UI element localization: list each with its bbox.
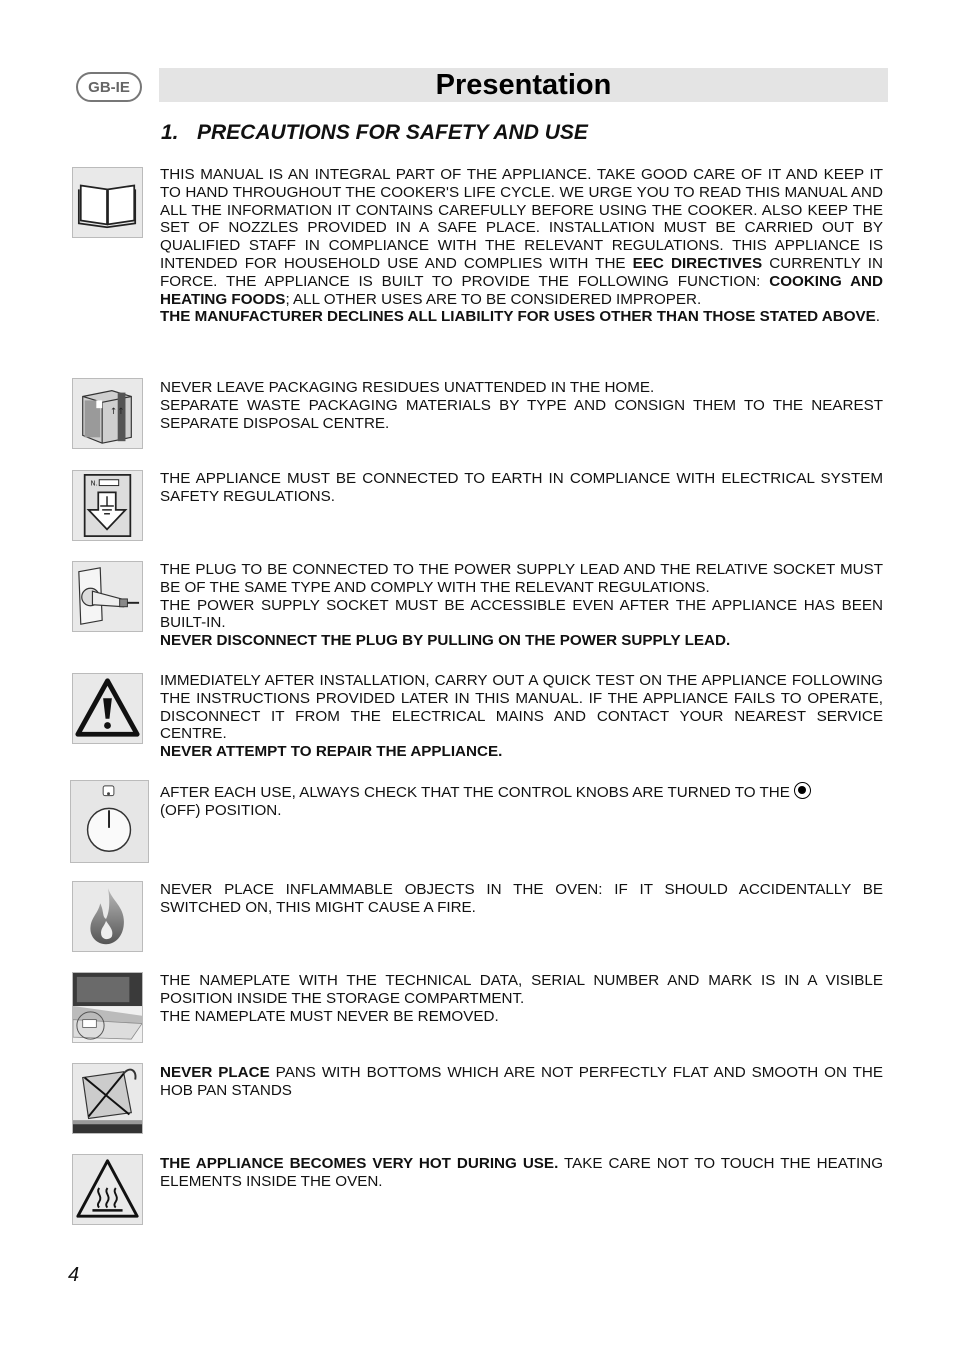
- storage-compartment-icon: [72, 972, 143, 1043]
- page-title: Presentation: [435, 68, 612, 101]
- language-badge-label: GB-IE: [88, 78, 130, 96]
- svg-text:↑↑: ↑↑: [109, 406, 125, 417]
- page-title-bar: [159, 68, 888, 102]
- hot-surface-icon: [72, 1154, 143, 1225]
- open-book-icon: [72, 167, 143, 238]
- pans-text: NEVER PLACE PANS WITH BOTTOMS WHICH ARE NOT PERFECTLY FLAT AND SMOOTH ON THE HOB PAN STANDS: [160, 1064, 884, 1099]
- section-title: PRECAUTIONS FOR SAFETY AND USE: [197, 121, 588, 144]
- packaging-text: NEVER LEAVE PACKAGING RESIDUES UNATTENDED IN THE HOME. SEPARATE WASTE PACKAGING MATERIALS BY TYPE AND CONSIGN THEM TO THE NEAREST SEPARATE DISPOSAL CENTRE.: [160, 379, 883, 432]
- hot-text: THE APPLIANCE BECOMES VERY HOT DURING USE. TAKE CARE NOT TO TOUCH THE HEATING ELEMENTS INSIDE THE OVEN.: [160, 1155, 884, 1190]
- language-badge: [76, 72, 142, 102]
- manual-text: THIS MANUAL IS AN INTEGRAL PART OF THE APPLIANCE. TAKE GOOD CARE OF IT AND KEEP IT TO HAND THROUGHOUT THE COOKER'S LIFE CYCLE. WE URGE YOU TO READ THIS MANUAL AND ALL THE INFORMATION IT CONTAINS CAREFULLY BEFORE USING THE COOKER. ALSO KEEP THE SET OF NOZZLES PROVIDED IN A SAFE PLACE. INSTALLATION MUST BE CARRIED OUT BY QUALIFIED STAFF IN COMPLIANCE WITH THE RELEVANT REGULATIONS. THIS APPLIANCE IS INTENDED FOR HOUSEHOLD USE AND COMPLIES WITH THE EEC DIRECTIVES CURRENTLY IN FORCE. THE APPLIANCE IS BUILT TO PROVIDE THE FOLLOWING FUNCTION: COOKING AND HEATING FOODS; ALL OTHER USES ARE TO BE CONSIDERED IMPROPER. THE MANUFACTURER DECLINES ALL LIABILITY FOR USES OTHER THAN THOSE STATED ABOVE.: [160, 166, 883, 326]
- control-knob-icon: [70, 780, 149, 863]
- plug-socket-icon: [72, 561, 143, 632]
- warning-triangle-icon: [72, 673, 143, 744]
- svg-text:N.: N.: [90, 479, 98, 488]
- fire-text: NEVER PLACE INFLAMMABLE OBJECTS IN THE OVEN: IF IT SHOULD ACCIDENTALLY BE SWITCHED ON, THIS MIGHT CAUSE A FIRE.: [160, 881, 883, 916]
- off-position-icon: [794, 782, 811, 799]
- test-text: IMMEDIATELY AFTER INSTALLATION, CARRY OUT A QUICK TEST ON THE APPLIANCE FOLLOWING THE INSTRUCTIONS PROVIDED LATER IN THIS MANUAL. IF THE APPLIANCE FAILS TO OPERATE, DISCONNECT IT FROM THE ELECTRICAL MAINS AND CONTACT YOUR NEAREST SERVICE CENTRE. NEVER ATTEMPT TO REPAIR THE APPLIANCE.: [160, 672, 883, 761]
- nameplate-text: THE NAMEPLATE WITH THE TECHNICAL DATA, SERIAL NUMBER AND MARK IS IN A VISIBLE POSITION INSIDE THE STORAGE COMPARTMENT. THE NAMEPLATE MUST NEVER BE REMOVED.: [160, 972, 883, 1025]
- plug-text: THE PLUG TO BE CONNECTED TO THE POWER SUPPLY LEAD AND THE RELATIVE SOCKET MUST BE OF THE SAME TYPE AND COMPLY WITH THE RELEVANT REGULATIONS. THE POWER SUPPLY SOCKET MUST BE ACCESSIBLE EVEN AFTER THE APPLIANCE HAS BEEN BUILT-IN. NEVER DISCONNECT THE PLUG BY PULLING ON THE POWER SUPPLY LEAD.: [160, 561, 883, 650]
- section-number: 1.: [161, 121, 179, 144]
- earth-text: THE APPLIANCE MUST BE CONNECTED TO EARTH IN COMPLIANCE WITH ELECTRICAL SYSTEM SAFETY REGULATIONS.: [160, 470, 883, 505]
- section-heading: [161, 121, 588, 145]
- packaging-box-icon: [72, 378, 143, 449]
- flame-icon: [72, 881, 143, 952]
- earth-ground-icon: [72, 470, 143, 541]
- knobs-text: AFTER EACH USE, ALWAYS CHECK THAT THE CONTROL KNOBS ARE TURNED TO THE (OFF) POSITION.: [160, 782, 883, 820]
- crossed-pan-icon: [72, 1063, 143, 1134]
- page-number: 4: [68, 1264, 80, 1286]
